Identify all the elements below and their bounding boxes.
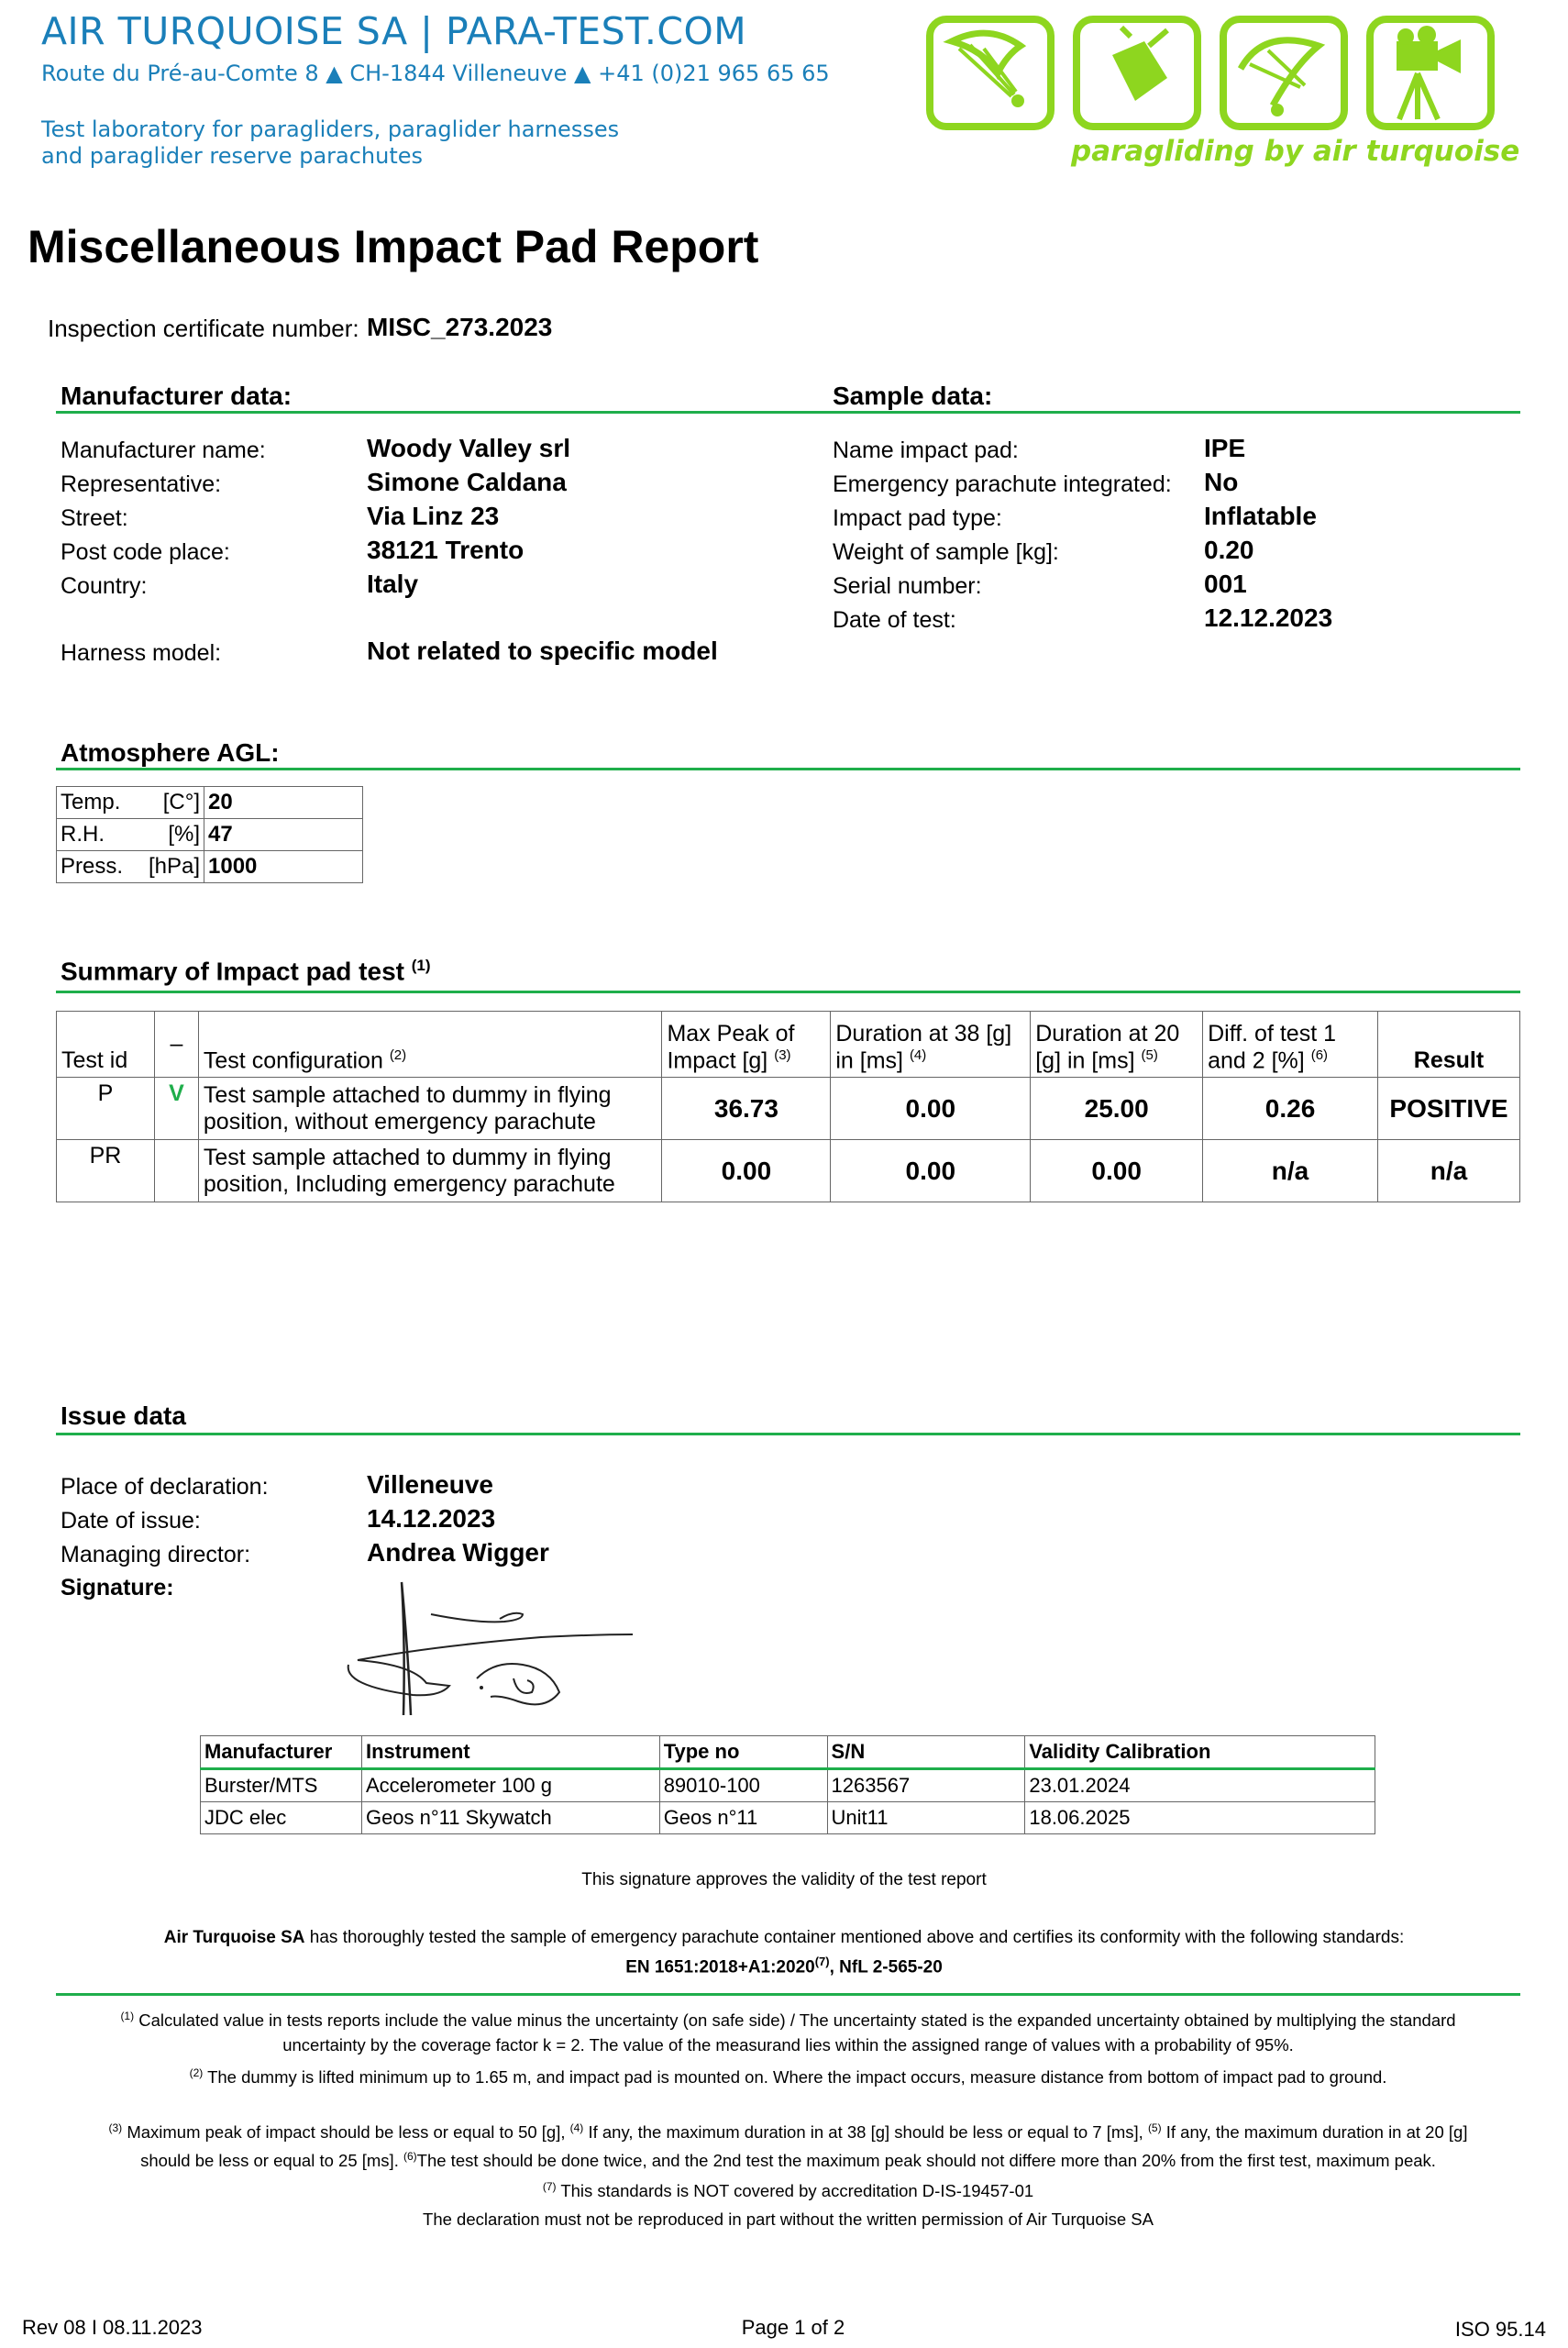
- date-of-test-label: Date of test:: [833, 607, 956, 633]
- revision-label: Rev 08 I 08.11.2023: [22, 2316, 203, 2339]
- representative-value: Simone Caldana: [367, 468, 567, 496]
- footnote-ref: (6): [403, 2150, 417, 2164]
- manufacturer-heading: Manufacturer data:: [61, 382, 293, 410]
- footnote-ref: (7): [542, 2180, 557, 2193]
- date-of-issue-value: 14.12.2023: [367, 1504, 496, 1533]
- emergency-integrated-label: Emergency parachute integrated:: [833, 471, 1172, 497]
- col-sn: S/N: [827, 1736, 1025, 1769]
- col-test-id: Test id: [57, 1012, 155, 1078]
- footnote-ref: (7): [814, 1955, 830, 1968]
- place-value: Villeneuve: [367, 1470, 494, 1499]
- table-row: [57, 851, 363, 883]
- col-duration-38: [831, 1012, 1031, 1078]
- atm-label-cell: [57, 851, 204, 883]
- footnote-5-text-cont: should be less or equal to 25 [ms].: [140, 2151, 399, 2171]
- footnote-ref: (3): [774, 1047, 791, 1063]
- col-diff: [1203, 1012, 1378, 1078]
- col-mark: –: [154, 1012, 198, 1078]
- section-divider: [56, 1433, 1520, 1435]
- cell-validity: 18.06.2025: [1025, 1802, 1375, 1834]
- row-config: [198, 1140, 662, 1202]
- col-duration-38-text: Duration at 38 [g] in [ms]: [835, 1020, 1012, 1073]
- date-of-test-value: 12.12.2023: [1204, 604, 1333, 632]
- standards-main: EN 1651:2018+A1:2020: [625, 1957, 815, 1977]
- row-result: POSITIVE: [1377, 1078, 1519, 1140]
- atmosphere-table: [56, 786, 363, 883]
- cell-sn: Unit11: [827, 1802, 1025, 1834]
- col-type-no: Type no: [659, 1736, 827, 1769]
- cell-instrument: Accelerometer 100 g: [361, 1769, 659, 1802]
- atm-label-cell: [57, 787, 204, 819]
- row-config-line2: position, Including emergency parachute: [203, 1170, 615, 1197]
- certification-company: Air Turquoise SA: [163, 1928, 305, 1947]
- certification-statement: [0, 1928, 1568, 1948]
- footnote-3-text: Maximum peak of impact should be less or equal to 50 [g],: [127, 2122, 566, 2143]
- brand-tagline: [41, 116, 619, 170]
- cell-type-no: Geos n°11: [659, 1802, 827, 1834]
- col-diff-text: Diff. of test 1 and 2 [%]: [1208, 1020, 1336, 1073]
- atm-label: Press.: [61, 854, 124, 879]
- director-label: Managing director:: [61, 1542, 251, 1567]
- atm-label-cell: [57, 819, 204, 851]
- col-config: [198, 1012, 662, 1078]
- place-label: Place of declaration:: [61, 1474, 269, 1500]
- footnote-1: [56, 2004, 1520, 2057]
- row-diff: n/a: [1203, 1140, 1378, 1202]
- serial-number-value: 001: [1204, 570, 1247, 598]
- summary-heading: [61, 957, 431, 986]
- footnote-3-5-line: [56, 2116, 1520, 2144]
- row-config-line2: position, without emergency parachute: [203, 1108, 596, 1135]
- row-duration-20: 25.00: [1031, 1078, 1203, 1140]
- col-validity: Validity Calibration: [1025, 1736, 1375, 1769]
- table-header-row: [201, 1736, 1375, 1769]
- iso-label: ISO 95.14: [1454, 2318, 1546, 2341]
- cell-instrument: Geos n°11 Skywatch: [361, 1802, 659, 1834]
- harness-model-value: Not related to specific model: [367, 637, 718, 665]
- serial-number-label: Serial number:: [833, 573, 982, 599]
- instrument-table: [200, 1735, 1375, 1834]
- table-row: [57, 787, 363, 819]
- atm-value: 47: [204, 819, 363, 851]
- post-code-value: 38121 Trento: [367, 536, 525, 564]
- cell-manufacturer: Burster/MTS: [201, 1769, 362, 1802]
- footnote-2: [56, 2061, 1520, 2089]
- row-test-id: PR: [57, 1140, 155, 1202]
- sample-heading: Sample data:: [833, 382, 993, 410]
- certificate-label: Inspection certificate number:: [48, 315, 359, 342]
- col-duration-20-text: Duration at 20 [g] in [ms]: [1035, 1020, 1180, 1073]
- footnote-1-line1: [56, 2004, 1520, 2032]
- row-check-mark: V: [154, 1078, 198, 1140]
- footnote-5-text: If any, the maximum duration in at 20 [g]: [1165, 2122, 1468, 2143]
- atmosphere-heading: Atmosphere AGL:: [61, 738, 280, 767]
- footnote-6-text: The test should be done twice, and the 2nd test the maximum peak should not differe more than 20% from the first test, maximum peak.: [416, 2151, 1436, 2171]
- row-duration-20: 0.00: [1031, 1140, 1203, 1202]
- certificate-number: MISC_273.2023: [367, 313, 553, 341]
- post-code-label: Post code place:: [61, 539, 230, 565]
- sample-weight-label: Weight of sample [kg]:: [833, 539, 1059, 565]
- cell-type-no: 89010-100: [659, 1769, 827, 1802]
- col-instrument: Instrument: [361, 1736, 659, 1769]
- row-config-line1: Test sample attached to dummy in flying: [203, 1081, 612, 1108]
- declaration-note: The declaration must not be reproduced in part without the written permission of Air Turquoise SA: [423, 2210, 1154, 2229]
- section-divider: [56, 1993, 1520, 1996]
- paraglider-logo-icon: [926, 16, 1055, 130]
- page-number: Page 1 of 2: [741, 2316, 845, 2339]
- footnote-7: [56, 2175, 1520, 2203]
- row-result: n/a: [1377, 1140, 1519, 1202]
- col-max-peak: [662, 1012, 831, 1078]
- brand-tagline-line1: Test laboratory for paragliders, paraglider harnesses: [41, 116, 620, 142]
- row-config-line1: Test sample attached to dummy in flying: [203, 1144, 612, 1170]
- impact-pad-name-label: Name impact pad:: [833, 437, 1019, 463]
- footnote-4-text: If any, the maximum duration in at 38 [g] should be less or equal to 7 [ms],: [588, 2122, 1143, 2143]
- table-header-row: [57, 1012, 1520, 1078]
- harness-logo-icon: [1073, 16, 1201, 130]
- col-config-text: Test configuration: [203, 1047, 383, 1073]
- footnote-2-text: The dummy is lifted minimum up to 1.65 m, and impact pad is mounted on. Where the impact occurs, measure distance from bottom of impact pad to ground.: [207, 2067, 1387, 2088]
- footnote-1-line2: uncertainty by the coverage factor k = 2. The value of the measurand lies within the assigned range of values with a probability of 95%.: [282, 2035, 1294, 2055]
- representative-label: Representative:: [61, 471, 222, 497]
- cell-sn: 1263567: [827, 1769, 1025, 1802]
- table-row: [57, 1078, 1520, 1140]
- issue-heading: Issue data: [61, 1401, 186, 1430]
- signature-label: Signature:: [61, 1575, 174, 1600]
- director-value: Andrea Wigger: [367, 1538, 549, 1567]
- standards-secondary: , NfL 2-565-20: [829, 1957, 943, 1977]
- sample-weight-value: 0.20: [1204, 536, 1254, 564]
- summary-heading-text: Summary of Impact pad test: [61, 957, 404, 986]
- street-value: Via Linz 23: [367, 502, 500, 530]
- section-divider: [56, 411, 1520, 414]
- footnote-ref: (1): [120, 2010, 135, 2022]
- row-duration-38: 0.00: [831, 1078, 1031, 1140]
- manufacturer-name-label: Manufacturer name:: [61, 437, 266, 463]
- footnote-ref: (2): [389, 1047, 407, 1063]
- row-max-peak: 36.73: [662, 1078, 831, 1140]
- table-row: [201, 1802, 1375, 1834]
- logo-tagline: paragliding by air turquoise: [1071, 135, 1520, 168]
- cell-manufacturer: JDC elec: [201, 1802, 362, 1834]
- logo-group: [926, 16, 1499, 135]
- impact-pad-name-value: IPE: [1204, 434, 1246, 462]
- footnote-ref: (5): [1147, 2121, 1162, 2134]
- footnote-5-6-line: [56, 2144, 1520, 2173]
- col-manufacturer: Manufacturer: [201, 1736, 362, 1769]
- street-label: Street:: [61, 505, 128, 531]
- col-duration-20: [1031, 1012, 1203, 1078]
- date-of-issue-label: Date of issue:: [61, 1508, 201, 1534]
- footnote-3-6: [56, 2116, 1520, 2173]
- footnote-ref: (3): [108, 2121, 123, 2134]
- emergency-integrated-value: No: [1204, 468, 1239, 496]
- atm-value: 1000: [204, 851, 363, 883]
- cell-validity: 23.01.2024: [1025, 1769, 1375, 1802]
- row-config: [198, 1078, 662, 1140]
- section-divider: [56, 991, 1520, 993]
- table-row: [57, 1140, 1520, 1202]
- section-divider: [56, 768, 1520, 770]
- atm-unit: [%]: [168, 822, 200, 847]
- footnote-ref: (4): [569, 2121, 584, 2134]
- country-label: Country:: [61, 573, 148, 599]
- manufacturer-name-value: Woody Valley srl: [367, 434, 571, 462]
- country-value: Italy: [367, 570, 419, 598]
- footnote-ref: (6): [1310, 1047, 1329, 1063]
- impact-pad-type-label: Impact pad type:: [833, 505, 1002, 531]
- footnote-1-line1-text: Calculated value in tests reports include the value minus the uncertainty (on safe side) / The uncertainty stated is the expanded uncertainty obtained by multiplying the standard: [138, 2010, 1456, 2031]
- row-diff: 0.26: [1203, 1078, 1378, 1140]
- signature-image: [339, 1578, 642, 1715]
- page-title: Miscellaneous Impact Pad Report: [28, 221, 759, 272]
- signature-note: This signature approves the validity of the test report: [581, 1870, 987, 1889]
- brand-title: AIR TURQUOISE SA | PARA-TEST.COM: [41, 9, 747, 53]
- atm-unit: [hPa]: [148, 854, 200, 879]
- harness-model-label: Harness model:: [61, 640, 222, 666]
- brand-tagline-line2: and paraglider reserve parachutes: [41, 143, 424, 169]
- footnote-ref: (1): [411, 957, 431, 974]
- atm-label: Temp.: [61, 790, 121, 814]
- col-max-peak-text: Max Peak of Impact [g]: [667, 1020, 795, 1073]
- summary-table: [56, 1011, 1520, 1202]
- atm-value: 20: [204, 787, 363, 819]
- atm-unit: [C°]: [162, 790, 200, 814]
- table-row: [201, 1769, 1375, 1802]
- footnote-ref: (2): [189, 2066, 204, 2079]
- reserve-parachute-logo-icon: [1220, 16, 1348, 130]
- footnote-ref: (4): [909, 1047, 927, 1063]
- row-max-peak: 0.00: [662, 1140, 831, 1202]
- footnote-7-text: This standards is NOT covered by accreditation D-IS-19457-01: [560, 2181, 1034, 2201]
- certification-text: has thoroughly tested the sample of emergency parachute container mentioned above and certifies its conformity with the following standards:: [309, 1928, 1405, 1947]
- impact-pad-type-value: Inflatable: [1204, 502, 1317, 530]
- row-check-mark: [154, 1140, 198, 1202]
- col-result: Result: [1377, 1012, 1519, 1078]
- footnote-ref: (5): [1141, 1047, 1158, 1063]
- atm-label: R.H.: [61, 822, 105, 847]
- brand-address: Route du Pré-au-Comte 8 ▲ CH-1844 Villeneuve ▲ +41 (0)21 965 65 65: [41, 61, 830, 86]
- row-test-id: P: [57, 1078, 155, 1140]
- standards-line: [0, 1955, 1568, 1977]
- table-row: [57, 819, 363, 851]
- camera-tripod-logo-icon: [1366, 16, 1495, 130]
- row-duration-38: 0.00: [831, 1140, 1031, 1202]
